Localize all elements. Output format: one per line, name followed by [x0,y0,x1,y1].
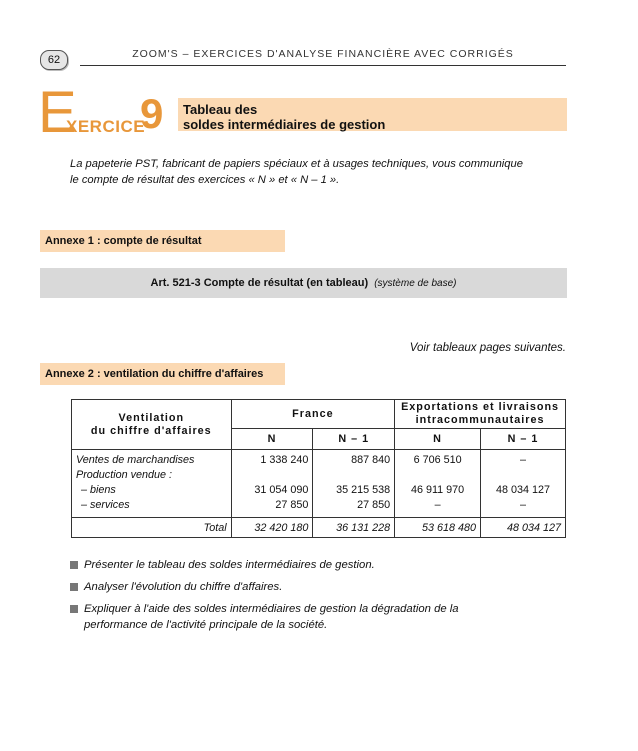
table-total-row [72,518,566,538]
table-value: 35 215 538 [336,484,391,496]
table-value: 31 054 090 [254,484,309,496]
ventilation-table [71,399,566,538]
group-france: France [231,400,395,429]
question-line: performance de l'activité principale de la société. [84,619,328,631]
corner-header [72,400,232,450]
table-value: 48 034 127 [496,484,551,496]
exercise-title [183,102,385,132]
exercise-title-line2: soldes intermédiaires de gestion [183,117,386,132]
table-body-row [72,450,566,518]
question-text: Analyser l'évolution du chiffre d'affaires. [84,581,283,593]
group-export-line1: Exportations et livraisons [401,401,560,413]
article-main: Art. 521-3 Compte de résultat (en tableau) [150,277,369,289]
total-france-n1: 36 131 228 [313,518,395,538]
question-item [70,579,567,595]
square-bullet-icon [70,583,78,591]
group-export [395,400,566,429]
table-value: – [520,499,527,511]
square-bullet-icon [70,561,78,569]
annex1-label: Annexe 1 : compte de résultat [40,230,285,252]
question-line: Expliquer à l'aide des soldes intermédiaires de gestion la dégradation de la [84,603,459,615]
row-label: Ventes de marchandises [76,454,195,466]
questions-list [70,557,567,639]
running-header: ZOOM'S – EXERCICES D'ANALYSE FINANCIÈRE AVEC CORRIGÉS [132,48,514,60]
exercise-number: 9 [140,90,164,137]
exercise-title-line1: Tableau des [183,102,258,117]
intro-paragraph [70,156,568,188]
table-value: – [520,454,527,466]
table-value: 6 706 510 [413,454,462,466]
table-value: 1 338 240 [260,454,309,466]
exercise-initial: E [38,80,77,145]
article-sub: (système de base) [374,278,457,289]
corner-line2: du chiffre d'affaires [90,424,212,437]
see-tables-note: Voir tableaux pages suivantes. [409,342,566,354]
question-item [70,557,567,573]
question-text [84,601,459,633]
table-value: 27 850 [275,499,309,511]
total-france-n: 32 420 180 [231,518,313,538]
page-number: 62 [40,50,68,70]
table-value [399,468,476,483]
article-box [40,268,567,298]
table-value: 46 911 970 [410,484,465,496]
table-value [485,468,561,483]
intro-line1: La papeterie PST, fabricant de papiers spéciaux et à usages techniques, vous communique [70,158,523,170]
question-item [70,601,567,633]
col-export-n1: N – 1 [481,429,566,450]
table-value [317,468,390,483]
export-n-cell [395,450,481,518]
row-label: – biens [81,484,116,496]
intro-line2: le compte de résultat des exercices « N » et « N – 1 ». [70,174,340,186]
france-n1-cell [313,450,395,518]
total-label: Total [72,518,232,538]
question-text: Présenter le tableau des soldes intermédiaires de gestion. [84,559,375,571]
table-value: 27 850 [357,499,391,511]
annex2-label: Annexe 2 : ventilation du chiffre d'affaires [40,363,285,385]
col-export-n: N [395,429,481,450]
row-label: Production vendue : [76,469,173,481]
table-value: – [434,499,441,511]
square-bullet-icon [70,605,78,613]
col-france-n: N [231,429,313,450]
export-n1-cell [481,450,566,518]
group-export-line2: intracommunautaires [415,414,545,426]
table-value: 887 840 [351,454,391,466]
france-n-cell [231,450,313,518]
total-export-n: 53 618 480 [395,518,481,538]
table-value [236,468,309,483]
row-label: – services [81,499,130,511]
corner-line1: Ventilation [118,411,185,424]
col-france-n1: N – 1 [313,429,395,450]
exercise-word: XERCICE [66,117,146,136]
row-labels-cell [72,450,232,518]
total-export-n1: 48 034 127 [481,518,566,538]
table-header-row [72,400,566,429]
header-rule [80,65,566,66]
